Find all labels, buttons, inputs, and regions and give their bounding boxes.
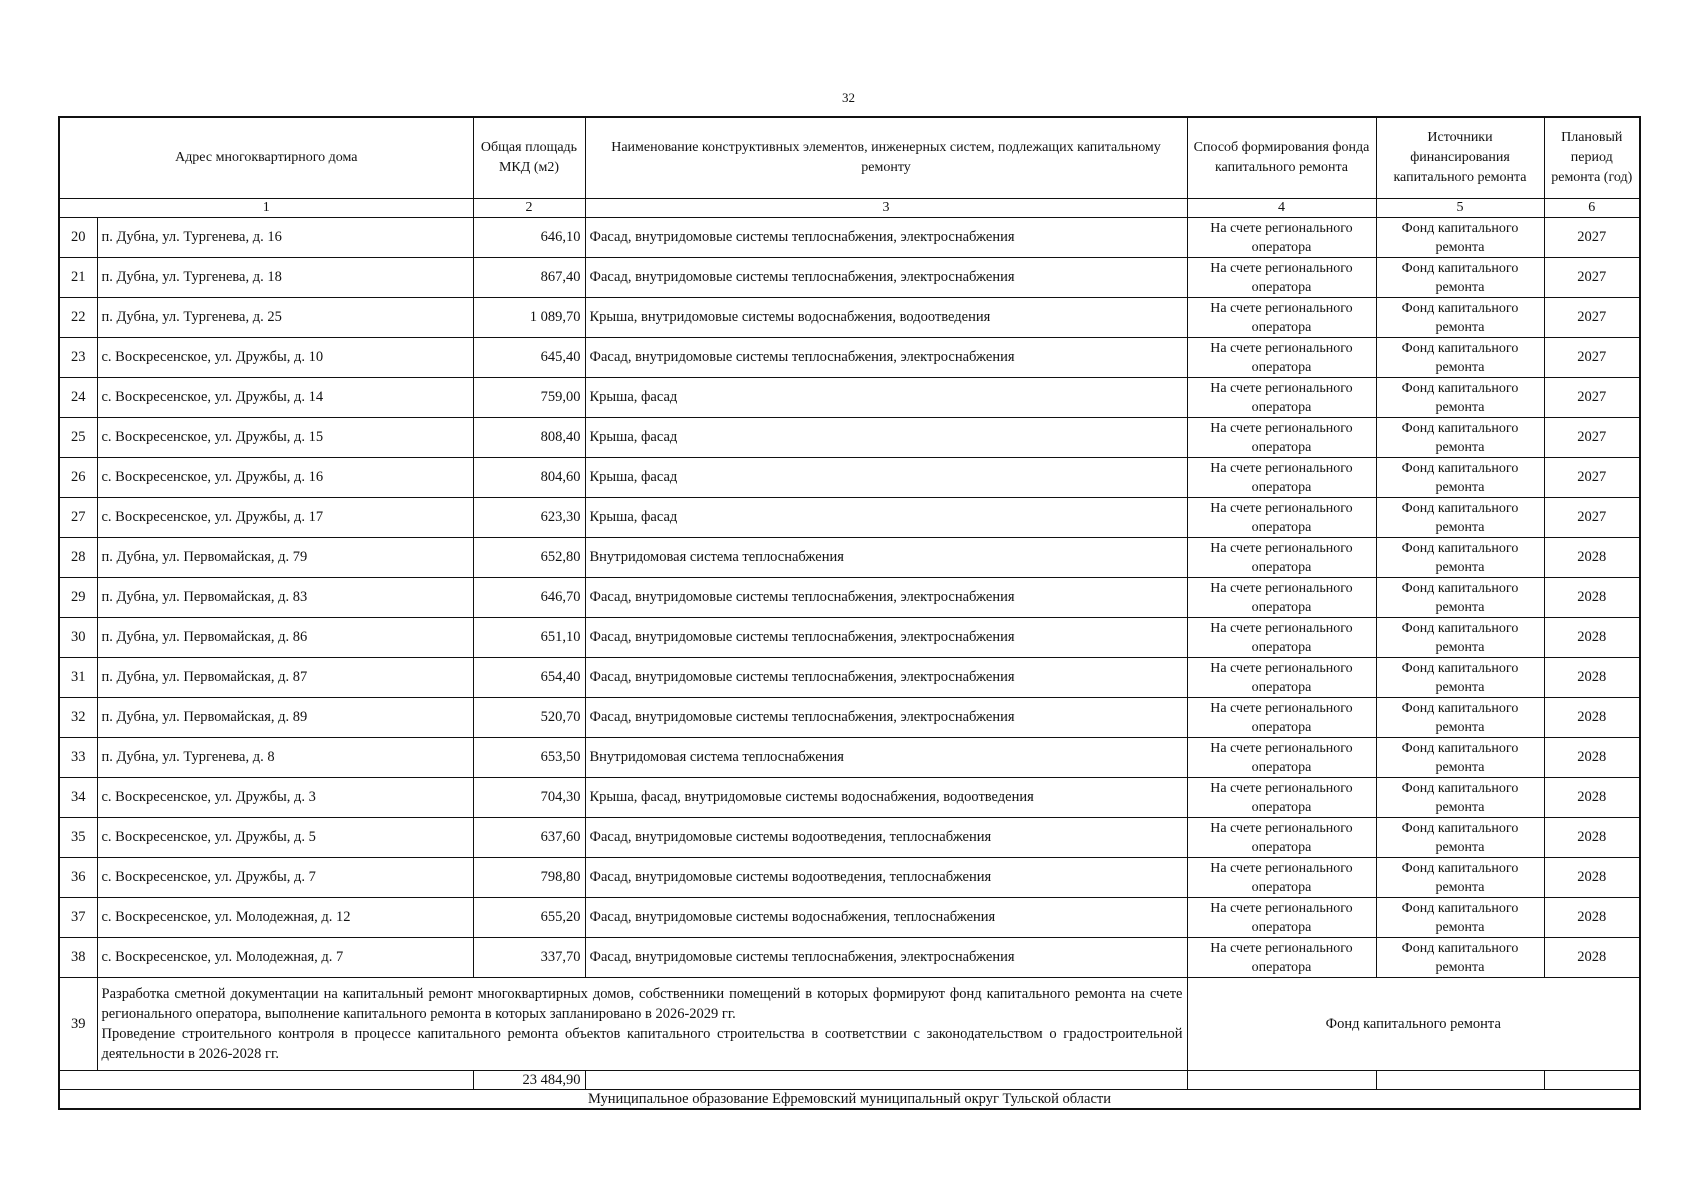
row-year: 2028 xyxy=(1544,578,1640,618)
row-address: с. Воскресенское, ул. Дружбы, д. 17 xyxy=(97,498,473,538)
row-source: Фонд капитального ремонта xyxy=(1376,498,1544,538)
row39-description xyxy=(97,978,1187,1071)
row-number: 20 xyxy=(59,218,97,258)
row-address: с. Воскресенское, ул. Молодежная, д. 7 xyxy=(97,938,473,978)
row-number: 29 xyxy=(59,578,97,618)
row-year: 2028 xyxy=(1544,858,1640,898)
row-year: 2028 xyxy=(1544,938,1640,978)
header-address: Адрес многоквартирного дома xyxy=(59,117,473,199)
row-area: 337,70 xyxy=(473,938,585,978)
row-number: 35 xyxy=(59,818,97,858)
row-address: п. Дубна, ул. Первомайская, д. 87 xyxy=(97,658,473,698)
row-elements: Крыша, фасад xyxy=(585,458,1187,498)
table-row xyxy=(59,218,1640,258)
row-elements: Крыша, фасад, внутридомовые системы водоснабжения, водоотведения xyxy=(585,778,1187,818)
table-row xyxy=(59,938,1640,978)
row-elements: Фасад, внутридомовые системы теплоснабжения, электроснабжения xyxy=(585,698,1187,738)
row-area: 646,10 xyxy=(473,218,585,258)
row-year: 2028 xyxy=(1544,778,1640,818)
row-method: На счете регионального оператора xyxy=(1187,338,1376,378)
row-source: Фонд капитального ремонта xyxy=(1376,618,1544,658)
row-method: На счете регионального оператора xyxy=(1187,858,1376,898)
row-area: 759,00 xyxy=(473,378,585,418)
row-method: На счете регионального оператора xyxy=(1187,778,1376,818)
row39-fund: Фонд капитального ремонта xyxy=(1187,978,1640,1071)
row-source: Фонд капитального ремонта xyxy=(1376,298,1544,338)
page-number: 32 xyxy=(842,90,855,105)
row-number: 28 xyxy=(59,538,97,578)
row-year: 2027 xyxy=(1544,258,1640,298)
row-source: Фонд капитального ремонта xyxy=(1376,418,1544,458)
total-empty xyxy=(585,1071,1187,1090)
row-source: Фонд капитального ремонта xyxy=(1376,538,1544,578)
row39-text-1: Разработка сметной документации на капитальный ремонт многоквартирных домов, собственники помещений в которых формируют фонд капитального ремонта на счете регионального оператора, выполнение капитального ремонта в которых запланировано в 2026-2029 гг. xyxy=(101,986,1183,1022)
row-area: 623,30 xyxy=(473,498,585,538)
row-elements: Фасад, внутридомовые системы теплоснабжения, электроснабжения xyxy=(585,938,1187,978)
row-number: 32 xyxy=(59,698,97,738)
total-row xyxy=(59,1071,1640,1090)
row-elements: Крыша, фасад xyxy=(585,498,1187,538)
row-elements: Фасад, внутридомовые системы теплоснабжения, электроснабжения xyxy=(585,578,1187,618)
row-area: 808,40 xyxy=(473,418,585,458)
row-year: 2027 xyxy=(1544,418,1640,458)
row-method: На счете регионального оператора xyxy=(1187,618,1376,658)
row-method: На счете регионального оператора xyxy=(1187,298,1376,338)
table-row xyxy=(59,818,1640,858)
row-address: с. Воскресенское, ул. Дружбы, д. 10 xyxy=(97,338,473,378)
total-empty xyxy=(59,1071,473,1090)
row-source: Фонд капитального ремонта xyxy=(1376,338,1544,378)
row-elements: Фасад, внутридомовые системы водоотведения, теплоснабжения xyxy=(585,858,1187,898)
row-method: На счете регионального оператора xyxy=(1187,378,1376,418)
row-method: На счете регионального оператора xyxy=(1187,218,1376,258)
table-row xyxy=(59,538,1640,578)
row-method: На счете регионального оператора xyxy=(1187,418,1376,458)
row-source: Фонд капитального ремонта xyxy=(1376,378,1544,418)
table-row xyxy=(59,898,1640,938)
table-row-39 xyxy=(59,978,1640,1071)
table-row xyxy=(59,378,1640,418)
row-number: 23 xyxy=(59,338,97,378)
row-address: п. Дубна, ул. Первомайская, д. 79 xyxy=(97,538,473,578)
row-address: с. Воскресенское, ул. Дружбы, д. 16 xyxy=(97,458,473,498)
row-source: Фонд капитального ремонта xyxy=(1376,898,1544,938)
row-number: 26 xyxy=(59,458,97,498)
total-empty xyxy=(1544,1071,1640,1090)
row-method: На счете регионального оператора xyxy=(1187,538,1376,578)
row-area: 1 089,70 xyxy=(473,298,585,338)
row-elements: Внутридомовая система теплоснабжения xyxy=(585,738,1187,778)
row-area: 646,70 xyxy=(473,578,585,618)
row-method: На счете регионального оператора xyxy=(1187,498,1376,538)
row-address: п. Дубна, ул. Тургенева, д. 18 xyxy=(97,258,473,298)
footer-municipality: Муниципальное образование Ефремовский муниципальный округ Тульской области xyxy=(59,1090,1640,1110)
row-area: 637,60 xyxy=(473,818,585,858)
row-address: с. Воскресенское, ул. Дружбы, д. 15 xyxy=(97,418,473,458)
table-row xyxy=(59,258,1640,298)
row-number: 22 xyxy=(59,298,97,338)
row-elements: Крыша, фасад xyxy=(585,378,1187,418)
row-year: 2027 xyxy=(1544,458,1640,498)
row-number: 25 xyxy=(59,418,97,458)
row-number: 21 xyxy=(59,258,97,298)
row-year: 2028 xyxy=(1544,538,1640,578)
row-elements: Внутридомовая система теплоснабжения xyxy=(585,538,1187,578)
row-year: 2028 xyxy=(1544,698,1640,738)
row-address: п. Дубна, ул. Первомайская, д. 89 xyxy=(97,698,473,738)
row-method: На счете регионального оператора xyxy=(1187,738,1376,778)
row-year: 2027 xyxy=(1544,298,1640,338)
table-row xyxy=(59,498,1640,538)
header-area: Общая площадь МКД (м2) xyxy=(473,117,585,199)
row-address: с. Воскресенское, ул. Дружбы, д. 5 xyxy=(97,818,473,858)
row-source: Фонд капитального ремонта xyxy=(1376,818,1544,858)
row-elements: Фасад, внутридомовые системы водоснабжения, теплоснабжения xyxy=(585,898,1187,938)
row-method: На счете регионального оператора xyxy=(1187,578,1376,618)
row-year: 2028 xyxy=(1544,618,1640,658)
row-source: Фонд капитального ремонта xyxy=(1376,738,1544,778)
column-number: 1 xyxy=(59,199,473,218)
row-elements: Фасад, внутридомовые системы теплоснабжения, электроснабжения xyxy=(585,218,1187,258)
row-source: Фонд капитального ремонта xyxy=(1376,778,1544,818)
row-number: 31 xyxy=(59,658,97,698)
row-year: 2027 xyxy=(1544,378,1640,418)
row-elements: Фасад, внутридомовые системы теплоснабжения, электроснабжения xyxy=(585,258,1187,298)
row-elements: Крыша, фасад xyxy=(585,418,1187,458)
row-address: п. Дубна, ул. Первомайская, д. 83 xyxy=(97,578,473,618)
row-year: 2028 xyxy=(1544,898,1640,938)
header-source: Источники финансирования капитального ремонта xyxy=(1376,117,1544,199)
column-number: 6 xyxy=(1544,199,1640,218)
column-number: 4 xyxy=(1187,199,1376,218)
row-method: На счете регионального оператора xyxy=(1187,898,1376,938)
row-source: Фонд капитального ремонта xyxy=(1376,458,1544,498)
header-elements: Наименование конструктивных элементов, инженерных систем, подлежащих капитальному ремонту xyxy=(585,117,1187,199)
column-number: 2 xyxy=(473,199,585,218)
row-source: Фонд капитального ремонта xyxy=(1376,218,1544,258)
row-number: 36 xyxy=(59,858,97,898)
table-header-row xyxy=(59,117,1640,199)
row-elements: Фасад, внутридомовые системы водоотведения, теплоснабжения xyxy=(585,818,1187,858)
footer-row xyxy=(59,1090,1640,1110)
row-year: 2028 xyxy=(1544,818,1640,858)
total-empty xyxy=(1376,1071,1544,1090)
row-area: 804,60 xyxy=(473,458,585,498)
total-empty xyxy=(1187,1071,1376,1090)
row-source: Фонд капитального ремонта xyxy=(1376,698,1544,738)
header-method: Способ формирования фонда капитального ремонта xyxy=(1187,117,1376,199)
table-row xyxy=(59,298,1640,338)
row-number: 38 xyxy=(59,938,97,978)
table-row xyxy=(59,858,1640,898)
row-source: Фонд капитального ремонта xyxy=(1376,578,1544,618)
row-area: 867,40 xyxy=(473,258,585,298)
table-row xyxy=(59,578,1640,618)
header-period: Плановый период ремонта (год) xyxy=(1544,117,1640,199)
row-number: 39 xyxy=(59,978,97,1071)
row-address: с. Воскресенское, ул. Дружбы, д. 14 xyxy=(97,378,473,418)
table-row xyxy=(59,778,1640,818)
row-area: 652,80 xyxy=(473,538,585,578)
row-area: 645,40 xyxy=(473,338,585,378)
row-number: 30 xyxy=(59,618,97,658)
row-address: п. Дубна, ул. Тургенева, д. 8 xyxy=(97,738,473,778)
row-number: 24 xyxy=(59,378,97,418)
row-method: На счете регионального оператора xyxy=(1187,698,1376,738)
row-elements: Фасад, внутридомовые системы теплоснабжения, электроснабжения xyxy=(585,338,1187,378)
row-area: 655,20 xyxy=(473,898,585,938)
row-area: 654,40 xyxy=(473,658,585,698)
column-number-row xyxy=(59,199,1640,218)
row-method: На счете регионального оператора xyxy=(1187,818,1376,858)
table-row xyxy=(59,738,1640,778)
table-row xyxy=(59,658,1640,698)
row-address: с. Воскресенское, ул. Дружбы, д. 7 xyxy=(97,858,473,898)
row-elements: Фасад, внутридомовые системы теплоснабжения, электроснабжения xyxy=(585,658,1187,698)
row-year: 2027 xyxy=(1544,498,1640,538)
row-area: 520,70 xyxy=(473,698,585,738)
table-row xyxy=(59,618,1640,658)
row-area: 653,50 xyxy=(473,738,585,778)
row-year: 2028 xyxy=(1544,738,1640,778)
row-address: п. Дубна, ул. Тургенева, д. 16 xyxy=(97,218,473,258)
row39-text-2: Проведение строительного контроля в процессе капитального ремонта объектов капитального строительства в соответствии с законодательством о градостроительной деятельности в 2026-2028 гг. xyxy=(101,1026,1183,1062)
table-row xyxy=(59,458,1640,498)
row-number: 34 xyxy=(59,778,97,818)
row-source: Фонд капитального ремонта xyxy=(1376,938,1544,978)
row-method: На счете регионального оператора xyxy=(1187,658,1376,698)
row-elements: Фасад, внутридомовые системы теплоснабжения, электроснабжения xyxy=(585,618,1187,658)
row-source: Фонд капитального ремонта xyxy=(1376,258,1544,298)
row-address: с. Воскресенское, ул. Дружбы, д. 3 xyxy=(97,778,473,818)
row-number: 37 xyxy=(59,898,97,938)
table-row xyxy=(59,698,1640,738)
row-elements: Крыша, внутридомовые системы водоснабжения, водоотведения xyxy=(585,298,1187,338)
table-row xyxy=(59,338,1640,378)
row-year: 2028 xyxy=(1544,658,1640,698)
row-method: На счете регионального оператора xyxy=(1187,258,1376,298)
row-area: 704,30 xyxy=(473,778,585,818)
row-area: 798,80 xyxy=(473,858,585,898)
row-address: п. Дубна, ул. Тургенева, д. 25 xyxy=(97,298,473,338)
row-source: Фонд капитального ремонта xyxy=(1376,658,1544,698)
capital-repair-table xyxy=(58,116,1641,1110)
row-area: 651,10 xyxy=(473,618,585,658)
row-method: На счете регионального оператора xyxy=(1187,938,1376,978)
row-year: 2027 xyxy=(1544,338,1640,378)
table-row xyxy=(59,418,1640,458)
row-method: На счете регионального оператора xyxy=(1187,458,1376,498)
column-number: 3 xyxy=(585,199,1187,218)
row-number: 27 xyxy=(59,498,97,538)
row-source: Фонд капитального ремонта xyxy=(1376,858,1544,898)
row-address: п. Дубна, ул. Первомайская, д. 86 xyxy=(97,618,473,658)
row-number: 33 xyxy=(59,738,97,778)
row-year: 2027 xyxy=(1544,218,1640,258)
row-address: с. Воскресенское, ул. Молодежная, д. 12 xyxy=(97,898,473,938)
column-number: 5 xyxy=(1376,199,1544,218)
total-area: 23 484,90 xyxy=(473,1071,585,1090)
